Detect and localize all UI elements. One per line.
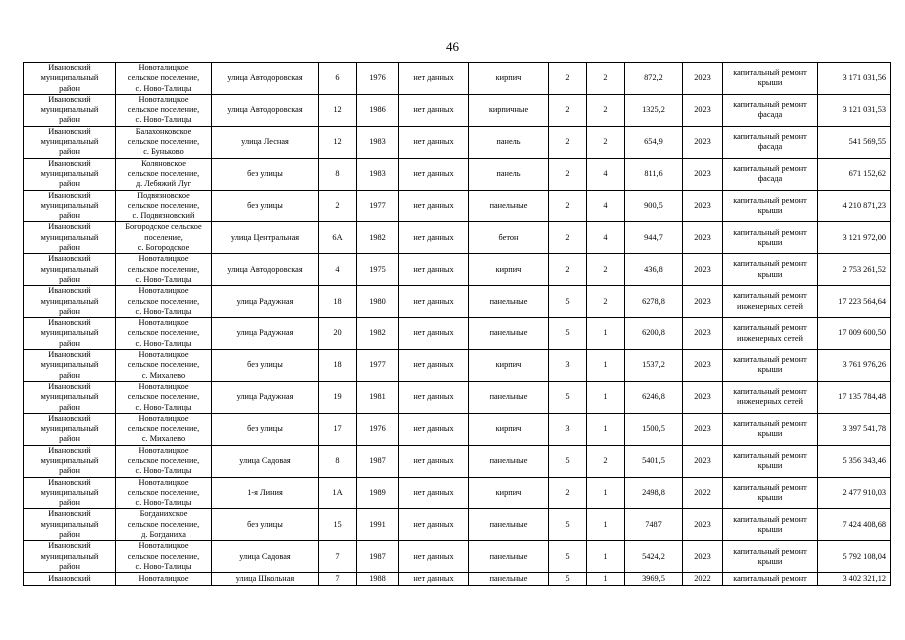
cost-cell: 3 121 031,53 [818, 94, 891, 126]
build-year-cell: 1977 [357, 190, 399, 222]
settlement-cell: Подвязновское сельское поселение, с. Подвязновский [116, 190, 212, 222]
cost-cell: 17 009 600,50 [818, 318, 891, 350]
wall-material-cell: панельные [469, 445, 549, 477]
build-year-cell: 1987 [357, 541, 399, 573]
area-cell: 1537,2 [625, 350, 683, 382]
settlement-cell: Коляновское сельское поселение, д. Лебяжий Луг [116, 158, 212, 190]
entrances-cell: 1 [587, 541, 625, 573]
cost-cell: 5 356 343,46 [818, 445, 891, 477]
status-cell: нет данных [399, 573, 469, 586]
work-year-cell: 2023 [683, 413, 723, 445]
status-cell: нет данных [399, 445, 469, 477]
wall-material-cell: панель [469, 158, 549, 190]
floors-cell: 5 [549, 541, 587, 573]
entrances-cell: 1 [587, 350, 625, 382]
status-cell: нет данных [399, 413, 469, 445]
work-type-cell: капитальный ремонт фасада [723, 94, 818, 126]
district-cell: Ивановский муниципальный район [24, 126, 116, 158]
work-type-cell: капитальный ремонт инженерных сетей [723, 286, 818, 318]
house-number-cell: 12 [319, 94, 357, 126]
build-year-cell: 1982 [357, 318, 399, 350]
work-year-cell: 2022 [683, 477, 723, 509]
street-cell: улица Автодоровская [212, 254, 319, 286]
floors-cell: 2 [549, 63, 587, 95]
street-cell: без улицы [212, 350, 319, 382]
wall-material-cell: панельные [469, 190, 549, 222]
settlement-cell: Новоталицкое сельское поселение, с. Михалево [116, 350, 212, 382]
work-type-cell: капитальный ремонт крыши [723, 477, 818, 509]
cost-cell: 3 397 541,78 [818, 413, 891, 445]
district-cell: Ивановский муниципальный район [24, 509, 116, 541]
entrances-cell: 2 [587, 254, 625, 286]
floors-cell: 2 [549, 477, 587, 509]
cost-cell: 7 424 408,68 [818, 509, 891, 541]
district-cell: Ивановский муниципальный район [24, 63, 116, 95]
area-cell: 1325,2 [625, 94, 683, 126]
wall-material-cell: панельные [469, 318, 549, 350]
cost-cell: 3 402 321,12 [818, 573, 891, 586]
work-type-cell: капитальный ремонт инженерных сетей [723, 381, 818, 413]
area-cell: 5401,5 [625, 445, 683, 477]
entrances-cell: 2 [587, 286, 625, 318]
work-type-cell: капитальный ремонт крыши [723, 190, 818, 222]
house-number-cell: 18 [319, 286, 357, 318]
status-cell: нет данных [399, 286, 469, 318]
work-year-cell: 2023 [683, 190, 723, 222]
district-cell: Ивановский муниципальный район [24, 541, 116, 573]
settlement-cell: Новоталицкое сельское поселение, с. Ново-Талицы [116, 445, 212, 477]
area-cell: 436,8 [625, 254, 683, 286]
district-cell: Ивановский муниципальный район [24, 286, 116, 318]
work-year-cell: 2023 [683, 445, 723, 477]
wall-material-cell: кирпичные [469, 94, 549, 126]
housing-repair-table [23, 62, 891, 586]
work-year-cell: 2023 [683, 541, 723, 573]
cost-cell: 3 761 976,26 [818, 350, 891, 382]
work-type-cell: капитальный ремонт фасада [723, 158, 818, 190]
street-cell: без улицы [212, 413, 319, 445]
status-cell: нет данных [399, 94, 469, 126]
status-cell: нет данных [399, 541, 469, 573]
settlement-cell: Новоталицкое сельское поселение, с. Михалево [116, 413, 212, 445]
wall-material-cell: кирпич [469, 350, 549, 382]
table-row [24, 63, 891, 95]
entrances-cell: 1 [587, 318, 625, 350]
status-cell: нет данных [399, 509, 469, 541]
table-row [24, 509, 891, 541]
entrances-cell: 1 [587, 413, 625, 445]
work-type-cell: капитальный ремонт крыши [723, 63, 818, 95]
build-year-cell: 1983 [357, 158, 399, 190]
district-cell: Ивановский муниципальный район [24, 381, 116, 413]
work-type-cell: капитальный ремонт крыши [723, 541, 818, 573]
work-year-cell: 2023 [683, 126, 723, 158]
table-row [24, 413, 891, 445]
district-cell: Ивановский муниципальный район [24, 158, 116, 190]
work-year-cell: 2023 [683, 318, 723, 350]
table-row [24, 286, 891, 318]
floors-cell: 2 [549, 190, 587, 222]
floors-cell: 5 [549, 381, 587, 413]
area-cell: 900,5 [625, 190, 683, 222]
work-year-cell: 2023 [683, 286, 723, 318]
district-cell: Ивановский муниципальный район [24, 413, 116, 445]
floors-cell: 5 [549, 286, 587, 318]
settlement-cell: Балахонковское сельское поселение, с. Буньково [116, 126, 212, 158]
cost-cell: 4 210 871,23 [818, 190, 891, 222]
settlement-cell: Новоталицкое [116, 573, 212, 586]
house-number-cell: 7 [319, 573, 357, 586]
table-body [24, 63, 891, 586]
district-cell: Ивановский муниципальный район [24, 254, 116, 286]
build-year-cell: 1982 [357, 222, 399, 254]
settlement-cell: Новоталицкое сельское поселение, с. Ново-Талицы [116, 254, 212, 286]
house-number-cell: 8 [319, 445, 357, 477]
district-cell: Ивановский муниципальный район [24, 477, 116, 509]
street-cell: улица Автодоровская [212, 63, 319, 95]
area-cell: 3969,5 [625, 573, 683, 586]
floors-cell: 2 [549, 94, 587, 126]
district-cell: Ивановский муниципальный район [24, 318, 116, 350]
district-cell: Ивановский муниципальный район [24, 222, 116, 254]
entrances-cell: 4 [587, 222, 625, 254]
cost-cell: 17 135 784,48 [818, 381, 891, 413]
table-row [24, 445, 891, 477]
status-cell: нет данных [399, 190, 469, 222]
entrances-cell: 2 [587, 94, 625, 126]
status-cell: нет данных [399, 63, 469, 95]
street-cell: без улицы [212, 158, 319, 190]
entrances-cell: 1 [587, 573, 625, 586]
cost-cell: 3 171 031,56 [818, 63, 891, 95]
entrances-cell: 2 [587, 63, 625, 95]
house-number-cell: 6 [319, 63, 357, 95]
settlement-cell: Новоталицкое сельское поселение, с. Ново-Талицы [116, 381, 212, 413]
entrances-cell: 2 [587, 445, 625, 477]
area-cell: 872,2 [625, 63, 683, 95]
cost-cell: 2 753 261,52 [818, 254, 891, 286]
floors-cell: 5 [549, 573, 587, 586]
entrances-cell: 4 [587, 158, 625, 190]
build-year-cell: 1988 [357, 573, 399, 586]
cost-cell: 17 223 564,64 [818, 286, 891, 318]
wall-material-cell: кирпич [469, 63, 549, 95]
table-row [24, 350, 891, 382]
build-year-cell: 1991 [357, 509, 399, 541]
table-row [24, 381, 891, 413]
street-cell: улица Школьная [212, 573, 319, 586]
build-year-cell: 1989 [357, 477, 399, 509]
house-number-cell: 12 [319, 126, 357, 158]
build-year-cell: 1987 [357, 445, 399, 477]
wall-material-cell: панельные [469, 509, 549, 541]
area-cell: 2498,8 [625, 477, 683, 509]
cost-cell: 3 121 972,00 [818, 222, 891, 254]
table-row [24, 190, 891, 222]
table-row [24, 254, 891, 286]
work-type-cell: капитальный ремонт крыши [723, 445, 818, 477]
area-cell: 7487 [625, 509, 683, 541]
wall-material-cell: кирпич [469, 477, 549, 509]
house-number-cell: 19 [319, 381, 357, 413]
work-type-cell: капитальный ремонт фасада [723, 126, 818, 158]
settlement-cell: Новоталицкое сельское поселение, с. Ново-Талицы [116, 318, 212, 350]
table-row [24, 541, 891, 573]
status-cell: нет данных [399, 477, 469, 509]
area-cell: 654,9 [625, 126, 683, 158]
wall-material-cell: панельные [469, 286, 549, 318]
street-cell: улица Радужная [212, 381, 319, 413]
settlement-cell: Новоталицкое сельское поселение, с. Ново-Талицы [116, 286, 212, 318]
build-year-cell: 1975 [357, 254, 399, 286]
floors-cell: 5 [549, 318, 587, 350]
floors-cell: 2 [549, 254, 587, 286]
status-cell: нет данных [399, 381, 469, 413]
district-cell: Ивановский муниципальный район [24, 94, 116, 126]
work-year-cell: 2022 [683, 573, 723, 586]
area-cell: 6278,8 [625, 286, 683, 318]
street-cell: улица Радужная [212, 318, 319, 350]
cost-cell: 5 792 108,04 [818, 541, 891, 573]
work-year-cell: 2023 [683, 509, 723, 541]
street-cell: без улицы [212, 190, 319, 222]
floors-cell: 3 [549, 413, 587, 445]
floors-cell: 2 [549, 126, 587, 158]
work-type-cell: капитальный ремонт крыши [723, 413, 818, 445]
wall-material-cell: бетон [469, 222, 549, 254]
status-cell: нет данных [399, 126, 469, 158]
table-row [24, 573, 891, 586]
area-cell: 811,6 [625, 158, 683, 190]
district-cell: Ивановский муниципальный район [24, 350, 116, 382]
status-cell: нет данных [399, 318, 469, 350]
work-type-cell: капитальный ремонт инженерных сетей [723, 318, 818, 350]
work-type-cell: капитальный ремонт крыши [723, 222, 818, 254]
entrances-cell: 1 [587, 509, 625, 541]
settlement-cell: Новоталицкое сельское поселение, с. Ново-Талицы [116, 63, 212, 95]
wall-material-cell: панель [469, 126, 549, 158]
wall-material-cell: панельные [469, 573, 549, 586]
table-row [24, 477, 891, 509]
settlement-cell: Новоталицкое сельское поселение, с. Ново-Талицы [116, 477, 212, 509]
table-row [24, 158, 891, 190]
house-number-cell: 17 [319, 413, 357, 445]
work-type-cell: капитальный ремонт крыши [723, 509, 818, 541]
status-cell: нет данных [399, 254, 469, 286]
build-year-cell: 1976 [357, 413, 399, 445]
status-cell: нет данных [399, 158, 469, 190]
house-number-cell: 2 [319, 190, 357, 222]
work-year-cell: 2023 [683, 63, 723, 95]
work-year-cell: 2023 [683, 158, 723, 190]
build-year-cell: 1976 [357, 63, 399, 95]
district-cell: Ивановский муниципальный район [24, 445, 116, 477]
area-cell: 1500,5 [625, 413, 683, 445]
settlement-cell: Новоталицкое сельское поселение, с. Ново-Талицы [116, 541, 212, 573]
entrances-cell: 1 [587, 477, 625, 509]
table-row [24, 222, 891, 254]
entrances-cell: 4 [587, 190, 625, 222]
street-cell: улица Центральная [212, 222, 319, 254]
cost-cell: 671 152,62 [818, 158, 891, 190]
build-year-cell: 1981 [357, 381, 399, 413]
street-cell: без улицы [212, 509, 319, 541]
build-year-cell: 1977 [357, 350, 399, 382]
wall-material-cell: кирпич [469, 254, 549, 286]
entrances-cell: 2 [587, 126, 625, 158]
wall-material-cell: панельные [469, 381, 549, 413]
street-cell: улица Радужная [212, 286, 319, 318]
area-cell: 944,7 [625, 222, 683, 254]
wall-material-cell: панельные [469, 541, 549, 573]
house-number-cell: 20 [319, 318, 357, 350]
cost-cell: 541 569,55 [818, 126, 891, 158]
work-year-cell: 2023 [683, 94, 723, 126]
street-cell: улица Садовая [212, 445, 319, 477]
house-number-cell: 6А [319, 222, 357, 254]
settlement-cell: Богданихское сельское поселение, д. Богданиха [116, 509, 212, 541]
work-year-cell: 2023 [683, 254, 723, 286]
street-cell: 1-я Линия [212, 477, 319, 509]
street-cell: улица Лесная [212, 126, 319, 158]
floors-cell: 3 [549, 350, 587, 382]
floors-cell: 2 [549, 158, 587, 190]
street-cell: улица Садовая [212, 541, 319, 573]
work-type-cell: капитальный ремонт [723, 573, 818, 586]
work-year-cell: 2023 [683, 350, 723, 382]
district-cell: Ивановский муниципальный район [24, 190, 116, 222]
work-type-cell: капитальный ремонт крыши [723, 254, 818, 286]
district-cell: Ивановский [24, 573, 116, 586]
floors-cell: 5 [549, 445, 587, 477]
table-row [24, 94, 891, 126]
house-number-cell: 8 [319, 158, 357, 190]
street-cell: улица Автодоровская [212, 94, 319, 126]
work-year-cell: 2023 [683, 381, 723, 413]
build-year-cell: 1983 [357, 126, 399, 158]
floors-cell: 2 [549, 222, 587, 254]
house-number-cell: 18 [319, 350, 357, 382]
work-type-cell: капитальный ремонт крыши [723, 350, 818, 382]
house-number-cell: 4 [319, 254, 357, 286]
wall-material-cell: кирпич [469, 413, 549, 445]
table-row [24, 126, 891, 158]
floors-cell: 5 [549, 509, 587, 541]
page-number: 46 [446, 39, 459, 54]
entrances-cell: 1 [587, 381, 625, 413]
area-cell: 6246,8 [625, 381, 683, 413]
cost-cell: 2 477 910,03 [818, 477, 891, 509]
status-cell: нет данных [399, 350, 469, 382]
settlement-cell: Новоталицкое сельское поселение, с. Ново-Талицы [116, 94, 212, 126]
area-cell: 5424,2 [625, 541, 683, 573]
table-row [24, 318, 891, 350]
build-year-cell: 1980 [357, 286, 399, 318]
area-cell: 6200,8 [625, 318, 683, 350]
house-number-cell: 15 [319, 509, 357, 541]
build-year-cell: 1986 [357, 94, 399, 126]
house-number-cell: 7 [319, 541, 357, 573]
house-number-cell: 1А [319, 477, 357, 509]
status-cell: нет данных [399, 222, 469, 254]
settlement-cell: Богородское сельское поселение, с. Богородское [116, 222, 212, 254]
work-year-cell: 2023 [683, 222, 723, 254]
